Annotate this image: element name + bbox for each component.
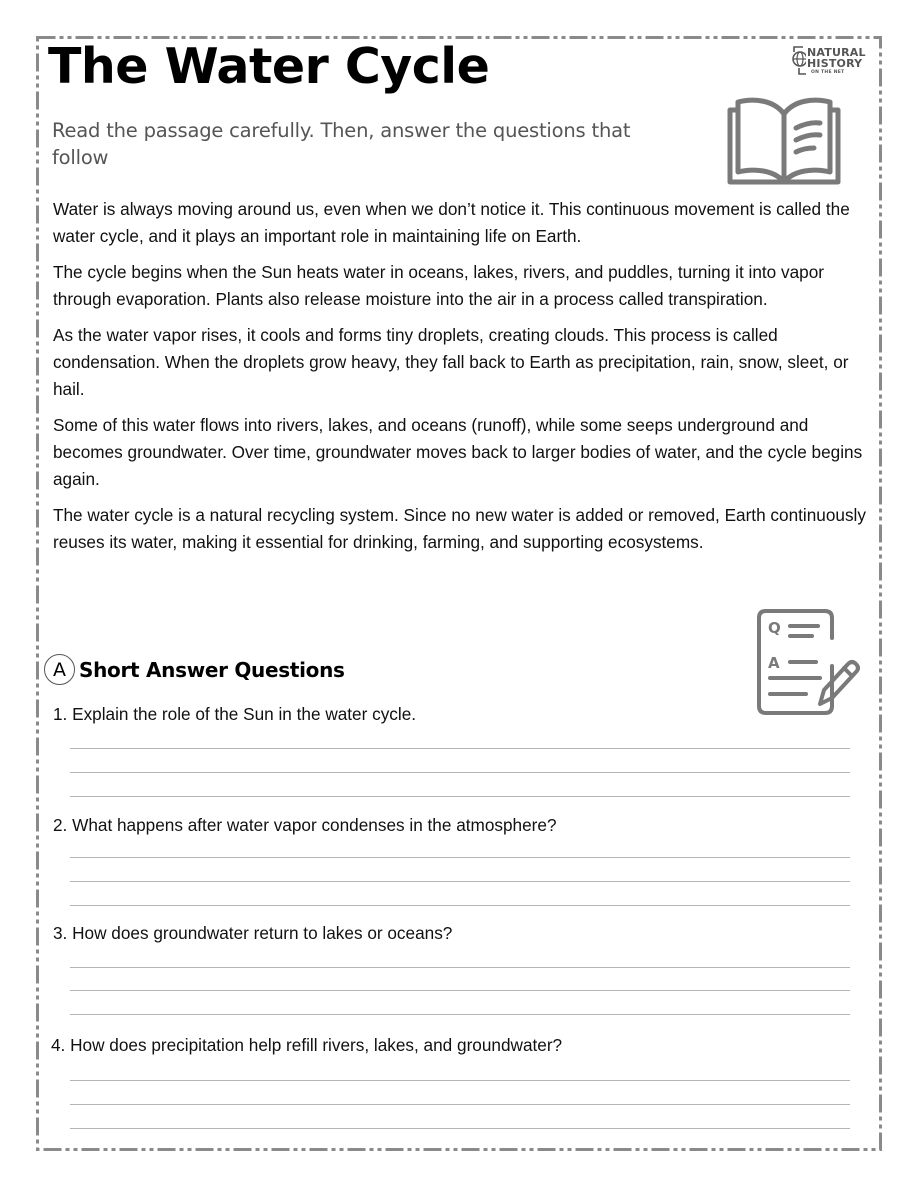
svg-text:A: A xyxy=(768,654,780,672)
section-title: Short Answer Questions xyxy=(79,657,345,682)
site-logo xyxy=(790,44,875,80)
passage-paragraph: The cycle begins when the Sun heats water in oceans, lakes, rivers, and puddles, turning it into vapor through evaporation. Plants also release moisture into the air in a process called transpiration. xyxy=(53,262,825,309)
page-title: The Water Cycle xyxy=(48,38,490,95)
section-header xyxy=(44,654,345,685)
answer-line[interactable] xyxy=(70,857,850,858)
question-1: 1. Explain the role of the Sun in the water cycle. xyxy=(53,704,417,724)
svg-text:Q: Q xyxy=(768,619,781,637)
answer-line[interactable] xyxy=(70,881,850,882)
logo-line-3: ON THE NET xyxy=(811,70,845,75)
qa-sheet-pencil-icon xyxy=(754,608,860,718)
answer-line[interactable] xyxy=(70,990,850,991)
passage-paragraph: Water is always moving around us, even when we don’t notice it. This continuous movement is called the water cycle, and it plays an important role in maintaining life on Earth. xyxy=(53,199,850,246)
question-3: 3. How does groundwater return to lakes or oceans? xyxy=(53,923,453,943)
passage-paragraph: Some of this water flows into rivers, lakes, and oceans (runoff), while some seeps underground and becomes groundwater. Over time, groundwater moves back to larger bodies of water, and the cycle begins again. xyxy=(53,415,863,489)
answer-line[interactable] xyxy=(70,796,850,797)
passage-paragraph: As the water vapor rises, it cools and forms tiny droplets, creating clouds. This process is called condensation. When the droplets grow heavy, they fall back to Earth as precipitation, rain, snow, sleet, or hail. xyxy=(53,325,849,399)
instructions: Read the passage carefully. Then, answer the questions that follow xyxy=(52,119,631,169)
open-book-icon xyxy=(726,94,842,188)
answer-line[interactable] xyxy=(70,1128,850,1129)
section-badge: A xyxy=(44,654,75,685)
reading-passage xyxy=(53,196,878,565)
question-2: 2. What happens after water vapor condenses in the atmosphere? xyxy=(53,815,557,835)
logo-line-2: HISTORY xyxy=(807,57,863,70)
question-4: 4. How does precipitation help refill rivers, lakes, and groundwater? xyxy=(51,1035,563,1055)
answer-line[interactable] xyxy=(70,772,850,773)
globe-icon xyxy=(790,46,806,78)
passage-paragraph: The water cycle is a natural recycling system. Since no new water is added or removed, Earth continuously reuses its water, making it essential for drinking, farming, and supporting ecosystems. xyxy=(53,505,866,552)
answer-line[interactable] xyxy=(70,1014,850,1015)
answer-line[interactable] xyxy=(70,1080,850,1081)
answer-line[interactable] xyxy=(70,905,850,906)
answer-line[interactable] xyxy=(70,1104,850,1105)
answer-line[interactable] xyxy=(70,748,850,749)
logo-line-1: NATURAL xyxy=(807,46,866,59)
answer-line[interactable] xyxy=(70,967,850,968)
